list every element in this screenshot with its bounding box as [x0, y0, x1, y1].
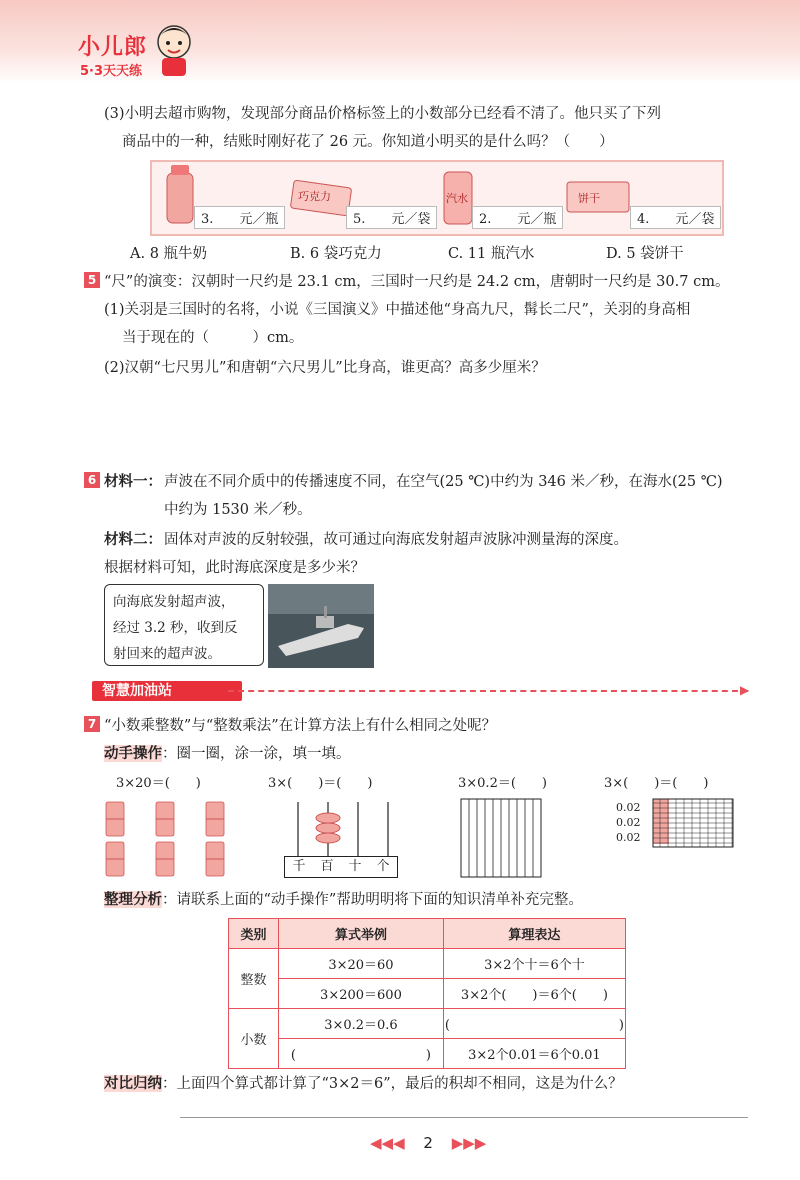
option-b[interactable]: B. 6 袋巧克力 [290, 246, 382, 262]
q7-text: “小数乘整数”与“整数乘法”在计算方法上有什么相同之处呢？ [104, 718, 497, 734]
summary-text: ：上面四个算式都计算了“3×2＝6”，最后的积却不相同，这是为什么？ [162, 1076, 623, 1092]
milk-bottle-icon [163, 163, 197, 225]
footer-divider [180, 1117, 748, 1118]
q5-sub1-line1: (1)关羽是三国时的名将，小说《三国演义》中描述他“身高九尺，髯长二尺”，关羽的身高相 [104, 302, 691, 318]
price-tag-milk: 3. 元／瓶 [194, 206, 285, 229]
option-a[interactable]: A. 8 瓶牛奶 [130, 246, 208, 262]
material2-text: 固体对声波的反射较强，故可通过向海底发射超声波脉冲测量海的深度。 [164, 532, 628, 548]
option-d[interactable]: D. 5 袋饼干 [606, 246, 684, 262]
speech-bubble [104, 584, 264, 666]
tenths-grid [460, 798, 542, 878]
category-cell: 小数 [229, 1009, 279, 1069]
price-tag-chocolate: 5. 元／袋 [346, 206, 437, 229]
brand-subtitle: 5·3天天练 [80, 64, 143, 79]
question-number-6: 6 [84, 472, 100, 488]
grid-label: 0.02 [616, 831, 641, 844]
page-number: 2 [423, 1134, 433, 1152]
hands-on-text: ：圈一圈，涂一涂，填一填。 [162, 746, 351, 762]
section-banner: 智慧加油站 [92, 681, 242, 701]
material2-label: 材料二： [104, 531, 162, 548]
reason-cell: 3×2个0.01＝6个0.01 [443, 1039, 625, 1069]
expr-3: 3×0.2＝( ) [458, 776, 547, 791]
table-row [229, 949, 626, 979]
next-arrows-icon: ▶▶▶ [451, 1134, 487, 1152]
expr-2: 3×( )＝( ) [268, 776, 373, 791]
bubble-line: 向海底发射超声波， [113, 594, 235, 610]
question-number-7: 7 [84, 716, 100, 732]
hundredths-grid [652, 798, 736, 848]
q5-sub2: (2)汉朝“七尺男儿”和唐朝“六尺男儿”比身高，谁更高？高多少厘米？ [104, 360, 546, 376]
material1-line2: 中约为 1530 米／秒。 [164, 502, 312, 518]
q6-question: 根据材料可知，此时海底深度是多少米？ [104, 560, 365, 576]
banner-divider [228, 690, 748, 692]
question-number-5: 5 [84, 272, 100, 288]
abacus-label: 千 [292, 859, 306, 874]
analysis-text: ：请联系上面的“动手操作”帮助明明将下面的知识清单补充完整。 [162, 892, 583, 908]
material1-label: 材料一： [104, 473, 162, 490]
hands-on-line [104, 742, 351, 763]
page-number-bar [370, 1134, 486, 1152]
analysis-label: 整理分析 [104, 891, 162, 908]
price-tag-soda: 2. 元／瓶 [472, 206, 563, 229]
option-c[interactable]: C. 11 瓶汽水 [448, 246, 535, 262]
column-header: 算式举例 [279, 919, 444, 949]
q5-sub1-line2: 当于现在的（ ）cm。 [122, 330, 304, 346]
prev-arrows-icon: ◀◀◀ [370, 1134, 405, 1152]
table-row [229, 1039, 626, 1069]
abacus-label: 百 [320, 859, 334, 874]
example-cell: 3×0.2＝0.6 [279, 1009, 444, 1039]
abacus-label: 十 [348, 859, 362, 874]
q5-text: “尺”的演变：汉朝时一尺约是 23.1 cm，三国时一尺约是 24.2 cm，唐朝时一尺约是 30.7 cm。 [104, 274, 730, 290]
product-label-biscuit: 饼干 [578, 192, 600, 205]
table-row [229, 1009, 626, 1039]
material1-line1: 声波在不同介质中的传播速度不同，在空气(25 ℃)中约为 346 米／秒，在海水(25 ℃) [164, 474, 723, 490]
abacus-label: 个 [376, 859, 390, 874]
bubble-line: 经过 3.2 秒，收到反 [113, 620, 238, 636]
reason-cell[interactable]: 3×2个( )＝6个( ) [443, 979, 625, 1009]
reason-cell[interactable]: ( ) [443, 1009, 625, 1039]
brand-logo: 小儿郎 [78, 35, 148, 60]
knowledge-table [228, 918, 626, 1069]
ship-photo-icon [268, 584, 374, 668]
analysis-line [104, 888, 583, 909]
grid-label: 0.02 [616, 801, 641, 814]
table-row [229, 979, 626, 1009]
summary-line [104, 1072, 623, 1093]
column-header: 类别 [229, 919, 279, 949]
expr-1: 3×20＝( ) [116, 776, 201, 791]
example-cell: 3×200＝600 [279, 979, 444, 1009]
column-header: 算理表达 [443, 919, 625, 949]
q3-line2: 商品中的一种，结账时刚好花了 26 元。你知道小明买的是什么吗？（ ） [122, 134, 614, 150]
example-cell: 3×20＝60 [279, 949, 444, 979]
arrow-right-icon: ▶ [740, 683, 750, 697]
reason-cell: 3×2个十＝6个十 [443, 949, 625, 979]
q3-line1: (3)小明去超市购物，发现部分商品价格标签上的小数部分已经看不清了。他只买了下列 [104, 106, 662, 122]
boy-mascot-icon [150, 18, 198, 78]
abacus-labels [284, 856, 398, 878]
product-label-soda: 汽水 [446, 192, 468, 205]
product-label-chocolate: 巧克力 [298, 190, 331, 203]
grid-label: 0.02 [616, 816, 641, 829]
stick-bundles-icon [100, 798, 240, 880]
expr-4: 3×( )＝( ) [604, 776, 709, 791]
summary-label: 对比归纳 [104, 1075, 162, 1092]
price-tag-biscuit: 4. 元／袋 [630, 206, 721, 229]
bubble-line: 射回来的超声波。 [113, 646, 221, 662]
example-cell[interactable]: ( ) [279, 1039, 444, 1069]
grid-labels [616, 800, 641, 845]
category-cell: 整数 [229, 949, 279, 1009]
abacus-icon [284, 800, 404, 858]
hands-on-label: 动手操作 [104, 745, 162, 762]
table-header-row [229, 919, 626, 949]
